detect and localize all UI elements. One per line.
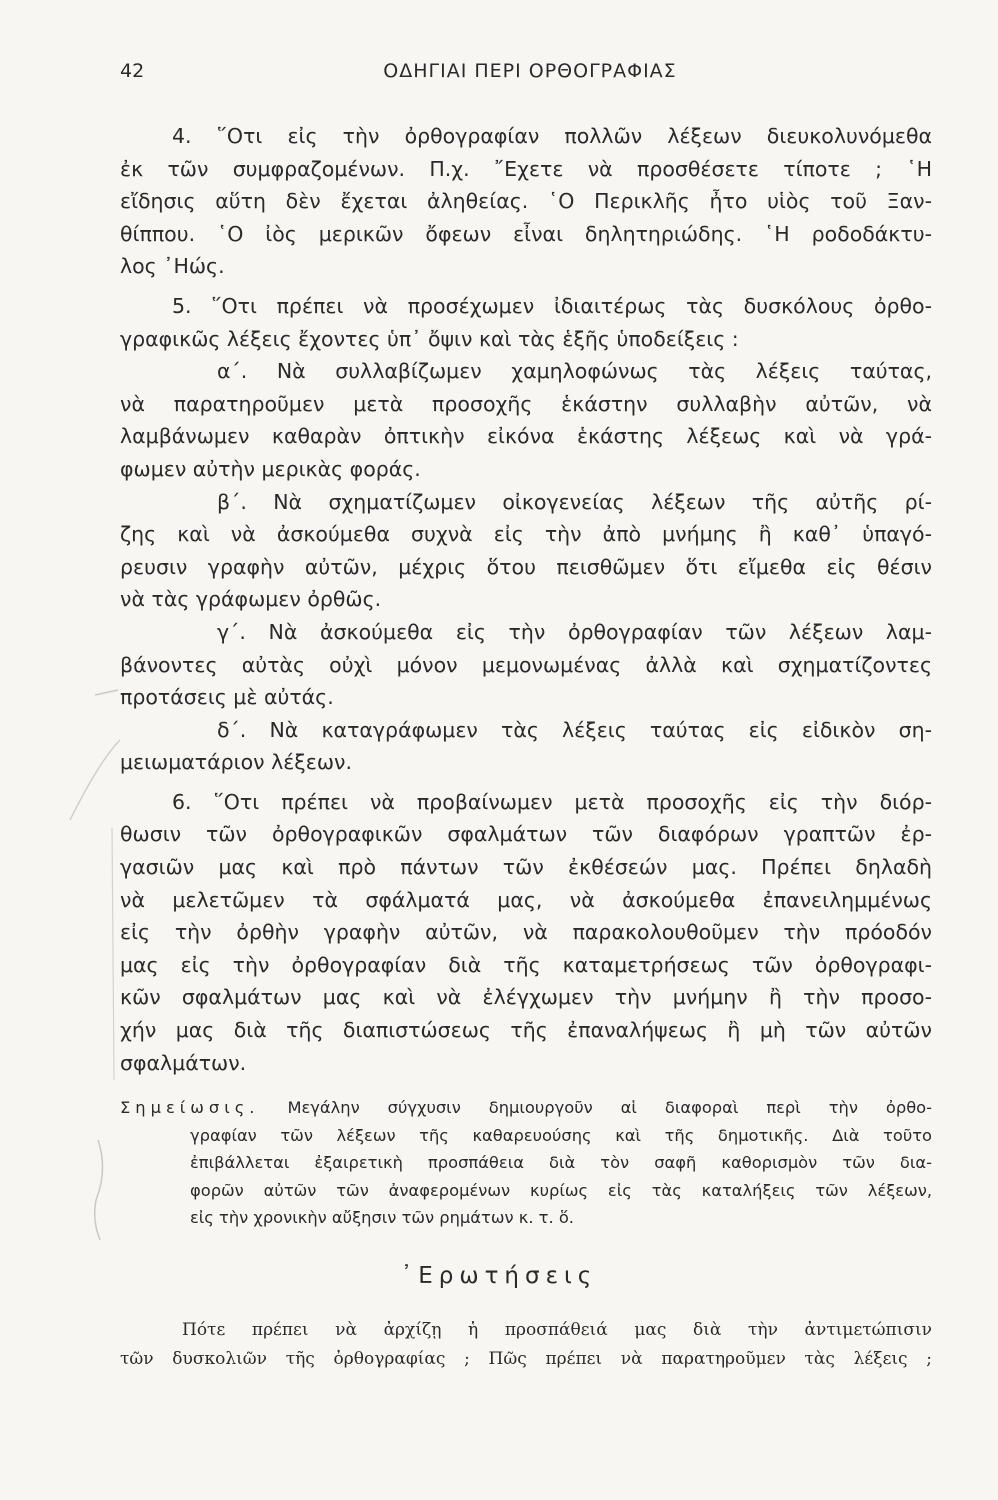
text-line: νὰ παρατηροῦμεν μετὰ προσοχῆς ἑκάστην συλλαβὴν αὐτῶν, νὰ — [120, 391, 932, 416]
text-line: λαμβάνωμεν καθαρὰν ὀπτικὴν εἰκόνα ἑκάστης λέξεως καὶ νὰ γρά- — [120, 424, 932, 449]
text-line: θωσιν τῶν ὀρθογραφικῶν σφαλμάτων τῶν διαφόρων γραπτῶν ἐρ- — [120, 822, 932, 847]
main-text — [120, 120, 932, 1079]
text-line: δ΄. Νὰ καταγράφωμεν τὰς λέξεις ταύτας εἰς εἰδικὸν ση- — [217, 717, 932, 742]
note-line: γραφίαν τῶν λέξεων τῆς καθαρευούσης καὶ τῆς δημοτικῆς. Διὰ τοῦτο — [190, 1125, 932, 1145]
note-line: φορῶν αὐτῶν τῶν ἀναφερομένων κυρίως εἰς τὰς καταλήξεις τῶν λέξεων, — [190, 1180, 932, 1200]
note-line: εἰς τὴν χρονικὴν αὔξησιν τῶν ρημάτων κ. τ. ὅ. — [190, 1208, 574, 1228]
page-header — [120, 60, 940, 90]
text-line: γραφικῶς λέξεις ἔχοντες ὑπ᾿ ὄψιν καὶ τὰς ἑξῆς ὑποδείξεις : — [120, 326, 739, 351]
text-line: 4. ῞Οτι εἰς τὴν ὀρθογραφίαν πολλῶν λέξεων διευκολυνόμεθα — [172, 124, 932, 148]
text-line: 5. ῞Οτι πρέπει νὰ προσέχωμεν ἰδιαιτέρως τὰς δυσκόλους ὀρθο- — [172, 293, 932, 318]
text-line: φωμεν αὐτὴν μερικὰς φοράς. — [120, 456, 421, 481]
note-label: Σημείωσις. — [120, 1098, 260, 1117]
text-line: ζης καὶ νὰ ἀσκούμεθα συχνὰ εἰς τὴν ἀπὸ μνήμης ἢ καθ᾿ ὑπαγό- — [120, 522, 932, 547]
text-line: μας εἰς τὴν ὀρθογραφίαν διὰ τῆς καταμετρήσεως τῶν ὀρθογραφι- — [120, 952, 932, 977]
text-line: γ΄. Νὰ ἀσκούμεθα εἰς τὴν ὀρθογραφίαν τῶν λέξεων λαμ- — [217, 619, 932, 644]
questions-heading: ᾿Ερωτήσεις — [400, 1263, 598, 1289]
text-line: νὰ μελετῶμεν τὰ σφάλματά μας, νὰ ἀσκούμεθα ἐπανειλημμένως — [120, 887, 932, 912]
page-number: 42 — [120, 60, 145, 82]
text-line: λος ᾿Ηώς. — [120, 254, 225, 279]
text-line: μειωματάριον λέξεων. — [120, 750, 352, 775]
text-line: ἐκ τῶν συμφραζομένων. Π.χ. ῎Εχετε νὰ προσθέσετε τίποτε ; ῾Η — [120, 156, 932, 181]
text-line: 6. ῞Οτι πρέπει νὰ προβαίνωμεν μετὰ προσοχῆς εἰς τὴν διόρ- — [172, 789, 932, 814]
note-line: ἐπιβάλλεται ἐξαιρετικὴ προσπάθεια διὰ τὸν σαφῆ καθορισμὸν τῶν δια- — [190, 1153, 932, 1173]
question-line: τῶν δυσκολιῶν τῆς ὀρθογραφίας ; Πῶς πρέπει νὰ παρατηροῦμεν τὰς λέξεις ; — [120, 1349, 932, 1369]
text-line: εἰς τὴν ὀρθὴν γραφὴν αὐτῶν, νὰ παρακολουθοῦμεν τὴν πρόοδόν — [120, 920, 932, 945]
text-line: θίππου. ῾Ο ἰὸς μερικῶν ὄφεων εἶναι δηλητηριώδης. ῾Η ροδοδάκτυ- — [120, 221, 932, 246]
text-line: νὰ τὰς γράφωμεν ὀρθῶς. — [120, 587, 382, 612]
footnote — [120, 1094, 932, 1232]
text-line: χήν μας διὰ τῆς διαπιστώσεως τῆς ἐπαναλήψεως ἢ μὴ τῶν αὐτῶν — [120, 1018, 932, 1043]
text-line: σφαλμάτων. — [120, 1050, 247, 1075]
text-line: προτάσεις μὲ αὐτάς. — [120, 685, 334, 710]
text-line: εἴδησις αὕτη δὲν ἔχεται ἀληθείας. ῾Ο Περικλῆς ἦτο υἱὸς τοῦ Ξαν- — [120, 189, 932, 214]
text-line: ρευσιν γραφὴν αὐτῶν, μέχρις ὅτου πεισθῶμεν ὅτι εἴμεθα εἰς θέσιν — [120, 554, 932, 579]
text-line: β΄. Νὰ σχηματίζωμεν οἰκογενείας λέξεων τῆς αὐτῆς ρί- — [217, 489, 932, 514]
note-text: Μεγάλην σύγχυσιν δημιουργοῦν αἱ διαφοραὶ περὶ τὴν ὀρθο- — [287, 1098, 932, 1117]
questions-text — [120, 1316, 932, 1374]
note-line — [120, 1094, 932, 1122]
running-title: ΟΔΗΓΙΑΙ ΠΕΡΙ ΟΡΘΟΓΡΑΦΙΑΣ — [383, 60, 677, 82]
question-line: Πότε πρέπει νὰ ἀρχίζῃ ἡ προσπάθειά μας διὰ τὴν ἀντιμετώπισιν — [182, 1320, 932, 1340]
text-line: γασιῶν μας καὶ πρὸ πάντων τῶν ἐκθέσεών μας. Πρέπει δηλαδὴ — [120, 855, 932, 880]
text-line: κῶν σφαλμάτων μας καὶ νὰ ἐλέγχωμεν τὴν μνήμην ἢ τὴν προσο- — [120, 985, 932, 1010]
text-line: α΄. Νὰ συλλαβίζωμεν χαμηλοφώνως τὰς λέξεις ταύτας, — [217, 359, 932, 384]
text-line: βάνοντες αὐτὰς οὐχὶ μόνον μεμονωμένας ἀλλὰ καὶ σχηματίζοντες — [120, 652, 932, 677]
